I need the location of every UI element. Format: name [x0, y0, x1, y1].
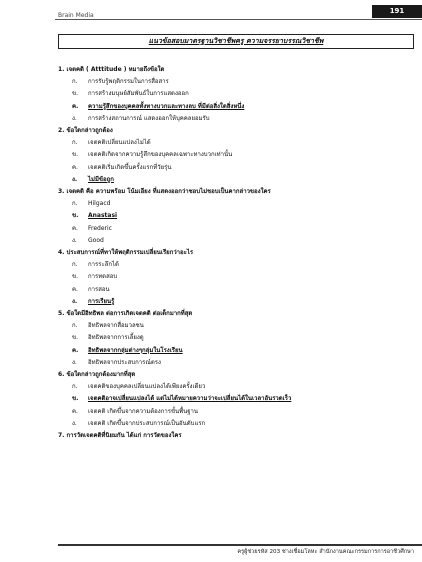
option-text: Good — [88, 236, 104, 244]
option-text: การเรียนรู้ — [88, 297, 115, 305]
option-text: การรับรู้พฤติกรรมในการสื่อสาร — [88, 78, 169, 86]
option-letter: ข. — [72, 273, 79, 281]
option — [58, 357, 414, 369]
option — [58, 418, 414, 430]
option-letter: ค. — [72, 163, 78, 171]
option-text: เจตคติ เกิดขึ้นจากประสบการณ์เป็นอันดับแรก — [88, 419, 206, 427]
option-text: การสร้างมนุษย์สัมพันธ์ในการแสดงออก — [88, 90, 189, 98]
option-letter: ง. — [72, 419, 77, 427]
option — [58, 198, 414, 210]
question-7: 7. การวัดเจตคติที่นิยมกัน ได้แก่ การวัดของใคร — [58, 432, 182, 440]
option-letter: ข. — [72, 151, 79, 159]
option — [58, 137, 414, 149]
answer-option — [58, 345, 414, 357]
option-letter: ก. — [72, 78, 78, 86]
option-text: อิทธิพลจากสื่อมวลชน — [88, 322, 144, 330]
option-letter: ค. — [72, 346, 79, 354]
option — [58, 406, 414, 418]
option-text: Hilgacd — [88, 200, 111, 208]
option — [58, 235, 414, 247]
footer-rule — [58, 544, 422, 546]
option — [58, 271, 414, 283]
option — [58, 88, 414, 100]
option-letter: ก. — [72, 200, 78, 208]
option-letter: ข. — [72, 334, 79, 342]
option-text: อิทธิพลจากกลุ่มต่างๆกลุ่มในโรงเรียน — [88, 346, 183, 354]
option-text: การสร้างสถานการณ์ แสดงออกให้บุคคลยอมรับ — [88, 114, 210, 122]
answer-option — [58, 296, 414, 308]
option-letter: ง. — [72, 114, 77, 122]
option-letter: ง. — [72, 175, 78, 183]
option-letter: ก. — [72, 383, 78, 391]
option-letter: ข. — [72, 90, 79, 98]
option — [58, 381, 414, 393]
option-letter: ง. — [72, 358, 77, 366]
option — [58, 162, 414, 174]
header-brand: Brain Media — [58, 12, 94, 19]
question-6: 6. ข้อใดกล่าวถูกต้องมากที่สุด — [58, 371, 136, 379]
option — [58, 149, 414, 161]
question-list — [58, 64, 414, 442]
question-1: 1. เจตคติ ( Atttitude ) หมายถึงข้อใด — [58, 66, 165, 73]
answer-option — [58, 210, 414, 222]
option-letter: ก. — [72, 139, 78, 147]
option-text: Frederic — [88, 224, 112, 232]
option-text: เจตคติเปลี่ยนแปลงไม่ได้ — [88, 139, 151, 147]
option — [58, 113, 414, 125]
option-text: การสอน — [88, 285, 110, 293]
question-4: 4. ประสบการณ์ที่ทาให้พฤติกรรมเปลี่ยนเรียกว่าอะไร — [58, 249, 194, 257]
option-text: อิทธิพลจากประสบการณ์ตรง — [88, 358, 161, 366]
option — [58, 223, 414, 235]
option-text: Anastasi — [88, 212, 118, 220]
option-letter: ข. — [72, 395, 79, 403]
option-letter: ก. — [72, 322, 78, 330]
option-text: เจตคติเกิดจากความรู้สึกของบุคคลเฉพาะทางบวกเท่านั้น — [88, 151, 233, 159]
page-title: แนวข้อสอบมาตรฐานวิชาชีพครู ความจรรยาบรรณวิชาชีพ — [58, 34, 414, 49]
answer-option — [58, 101, 414, 113]
option-text: เจตคติเริ่มเกิดขึ้นครั้งแรกที่วัยรุ่น — [88, 163, 172, 171]
option-text: เจตคติของบุคคลเปลี่ยนแปลงได้เพียงครั้งเดียว — [88, 383, 206, 391]
option-letter: ค. — [72, 285, 78, 293]
option — [58, 320, 414, 332]
question-5: 5. ข้อใดมีอิทธิพล ต่อการเกิดเจตคติ ต่อเด็กมากที่สุด — [58, 310, 193, 318]
option-letter: ค. — [72, 102, 79, 110]
option — [58, 76, 414, 88]
option-letter: ค. — [72, 224, 78, 232]
option-text: เจตคติ เกิดขึ้นจากความต้องการขั้นพื้นฐาน — [88, 407, 198, 415]
option-letter: ง. — [72, 297, 78, 305]
option-text: อิทธิพลจากการเลี้ยงดู — [88, 334, 144, 342]
footer-text: ครูผู้ช่วยรหัส 203 ช่างเชื่อมโลหะ สำนักงานคณะกรรมการการอาชีวศึกษา — [237, 549, 414, 555]
option-text: ความรู้สึกของบุคคลทั้งทางบวกและทางลบ ที่มีต่อสิ่งใดสิ่งหนึ่ง — [88, 102, 245, 110]
option — [58, 284, 414, 296]
option-text: การทดสอบ — [88, 273, 118, 281]
option-text: เจตคติอาจเปลี่ยนแปลงได้ แต่ไม่ได้หมายความว่าจะเปลี่ยนได้ในเวลาอันรวดเร็ว — [88, 395, 292, 403]
answer-option — [58, 393, 414, 405]
option-letter: ข. — [72, 212, 79, 220]
question-3: 3. เจตคติ คือ ความพร้อม โน้มเอียง ที่แสดงออกว่าชอบไม่ชอบเป็นคากล่าวของใคร — [58, 188, 271, 196]
question-2: 2. ข้อใดกล่าวถูกต้อง — [58, 127, 113, 135]
option-letter: ก. — [72, 261, 78, 269]
page-number: 191 — [372, 5, 422, 18]
option-text: ไม่มีข้อถูก — [88, 175, 114, 183]
option-letter: ค. — [72, 407, 78, 415]
option-letter: ง. — [72, 236, 77, 244]
answer-option — [58, 174, 414, 186]
option — [58, 259, 414, 271]
header-rule — [55, 19, 422, 20]
option-text: การระลึกได้ — [88, 261, 119, 269]
option — [58, 332, 414, 344]
